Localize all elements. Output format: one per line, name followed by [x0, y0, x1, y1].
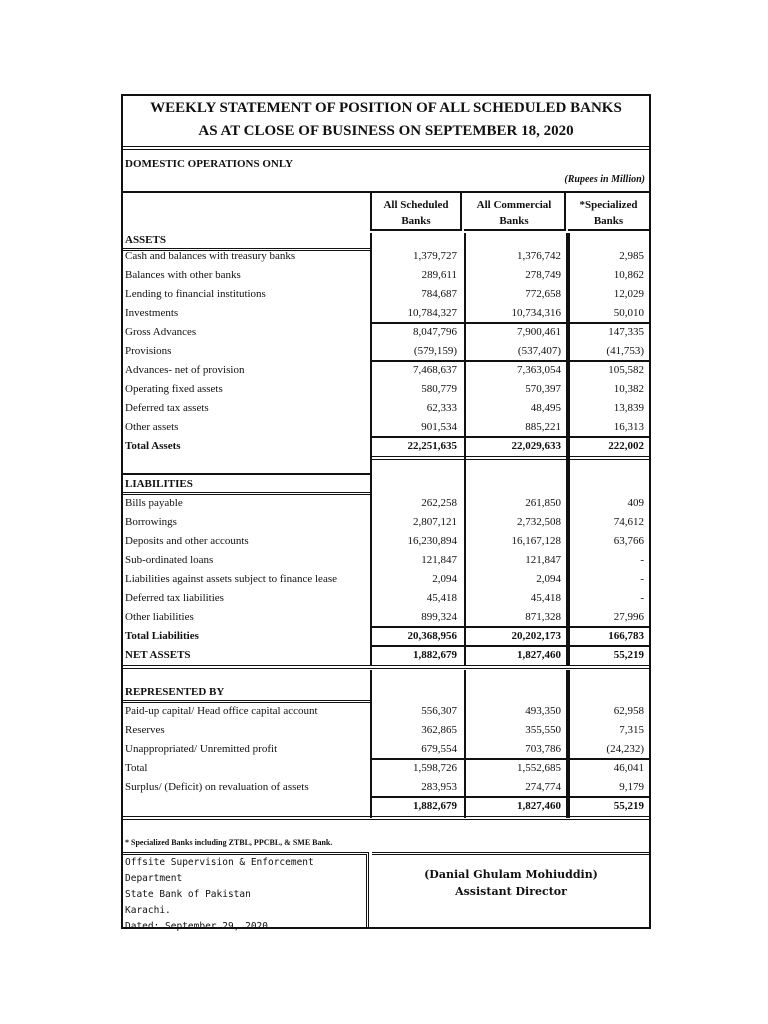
row-value: 147,335 [608, 326, 644, 338]
section-heading: ASSETS [125, 234, 166, 246]
column-header-line: *Specialized [579, 199, 638, 211]
row-value: 7,900,461 [517, 326, 561, 338]
row-value: (24,232) [606, 743, 644, 755]
table-row [123, 570, 649, 589]
section-heading: LIABILITIES [125, 478, 193, 490]
scope-label: DOMESTIC OPERATIONS ONLY [125, 158, 294, 170]
divider [372, 852, 649, 855]
row-value: 2,807,121 [413, 516, 457, 528]
row-value: 2,094 [536, 573, 561, 585]
row-rule [370, 626, 649, 628]
row-value: 50,010 [613, 307, 644, 319]
section-heading: REPRESENTED BY [125, 686, 225, 698]
row-rule [370, 360, 649, 362]
row-value: 121,847 [421, 554, 457, 566]
table-row [123, 778, 649, 797]
table-row [123, 285, 649, 304]
row-value: 10,862 [613, 269, 644, 281]
row-value: 27,996 [613, 611, 644, 623]
row-value: 16,313 [613, 421, 644, 433]
table-row [123, 627, 649, 646]
column-header-line: Banks [401, 215, 431, 227]
row-value: 2,094 [432, 573, 457, 585]
statement-subtitle: AS AT CLOSE OF BUSINESS ON SEPTEMBER 18, 2020 [198, 123, 574, 139]
table-row [123, 361, 649, 380]
column-header-line: All Scheduled [383, 199, 449, 211]
column-header-all-scheduled [370, 193, 462, 231]
table-row [123, 399, 649, 418]
row-value: - [640, 592, 644, 604]
row-label: Provisions [125, 345, 172, 357]
row-value: 20,202,173 [511, 630, 561, 642]
table-row [123, 721, 649, 740]
row-value: 1,552,685 [517, 762, 561, 774]
statement-title: WEEKLY STATEMENT OF POSITION OF ALL SCHEDULED BANKS [150, 100, 622, 116]
table-row [123, 759, 649, 778]
row-value: 556,307 [421, 705, 457, 717]
row-rule [370, 436, 649, 438]
row-rule [370, 796, 649, 798]
row-rule [370, 322, 649, 324]
address-line: State Bank of Pakistan [125, 889, 251, 900]
row-value: 1,882,679 [413, 649, 457, 661]
table-row [123, 437, 649, 456]
row-value: 1,827,460 [517, 800, 561, 812]
row-value: 7,315 [619, 724, 644, 736]
row-label: Unappropriated/ Unremitted profit [125, 743, 278, 755]
row-value: 679,554 [421, 743, 457, 755]
row-value: (579,159) [413, 345, 457, 357]
row-value: 10,784,327 [407, 307, 457, 319]
row-label: Paid-up capital/ Head office capital account [125, 705, 318, 717]
table-row [123, 740, 649, 759]
row-value: 580,779 [421, 383, 457, 395]
row-label: Lending to financial institutions [125, 288, 266, 300]
row-value: - [640, 573, 644, 585]
row-value: 8,047,796 [413, 326, 457, 338]
section-bottom-rule [123, 816, 649, 820]
row-value: 2,985 [619, 250, 644, 262]
row-value: 885,221 [525, 421, 561, 433]
issuer-address [123, 852, 369, 932]
section-bottom-rule [370, 456, 649, 460]
row-value: 703,786 [525, 743, 561, 755]
row-value: 45,418 [426, 592, 457, 604]
row-value: 409 [627, 497, 644, 509]
row-value: 289,611 [421, 269, 457, 281]
row-label: Cash and balances with treasury banks [125, 250, 296, 262]
row-value: 121,847 [525, 554, 561, 566]
signatory-name: (Danial Ghulam Mohiuddin) [424, 868, 598, 881]
row-value: 62,958 [613, 705, 644, 717]
address-date: Dated: September 29, 2020 [125, 921, 268, 932]
divider [123, 146, 649, 150]
row-label: Investments [125, 307, 179, 319]
row-label: Gross Advances [125, 326, 197, 338]
row-label: Other liabilities [125, 611, 194, 623]
table-row [123, 551, 649, 570]
row-value: 1,376,742 [517, 250, 561, 262]
row-value: 166,783 [608, 630, 644, 642]
row-value: 772,658 [525, 288, 561, 300]
table-row [123, 418, 649, 437]
row-value: 362,865 [421, 724, 457, 736]
row-value: 16,167,128 [511, 535, 561, 547]
table-row [123, 608, 649, 627]
row-value: 55,219 [613, 800, 644, 812]
signatory-title: Assistant Director [455, 885, 567, 898]
row-value: 262,258 [421, 497, 457, 509]
row-value: 48,495 [530, 402, 561, 414]
table-row [123, 247, 649, 266]
row-value: 570,397 [525, 383, 561, 395]
row-value: (41,753) [606, 345, 644, 357]
row-label: Deposits and other accounts [125, 535, 249, 547]
row-label: Borrowings [125, 516, 177, 528]
units-label: (Rupees in Million) [564, 174, 645, 185]
row-label [123, 797, 370, 816]
address-line: Karachi. [125, 905, 171, 916]
row-rule [370, 645, 649, 647]
table-row [123, 797, 649, 816]
row-value: 899,324 [421, 611, 457, 623]
row-value: 13,839 [613, 402, 644, 414]
column-header-line: Banks [499, 215, 529, 227]
divider [123, 473, 370, 475]
table-row [123, 494, 649, 513]
table-row [123, 532, 649, 551]
row-value: 1,882,679 [413, 800, 457, 812]
row-value: 22,029,633 [511, 440, 561, 452]
table-row [123, 323, 649, 342]
row-value: 1,598,726 [413, 762, 457, 774]
row-value: 63,766 [613, 535, 644, 547]
row-label: Balances with other banks [125, 269, 241, 281]
table-row [123, 380, 649, 399]
table-row [123, 589, 649, 608]
section-bottom-rule [123, 665, 649, 669]
row-rule [370, 758, 649, 760]
row-value: 283,953 [421, 781, 457, 793]
row-value: 62,333 [426, 402, 457, 414]
row-value: 16,230,894 [407, 535, 457, 547]
row-value: 901,534 [421, 421, 457, 433]
row-value: 9,179 [619, 781, 644, 793]
table-row [123, 304, 649, 323]
table-row [123, 513, 649, 532]
table-row [123, 342, 649, 361]
row-value: 105,582 [608, 364, 644, 376]
row-value: 74,612 [613, 516, 644, 528]
column-header-line: Banks [593, 215, 624, 227]
row-label: Total [125, 762, 148, 774]
footnote: * Specialized Banks including ZTBL, PPCBL, & SME Bank. [125, 838, 333, 847]
row-label: Deferred tax liabilities [125, 592, 224, 604]
row-value: (537,407) [517, 345, 561, 357]
row-value: 22,251,635 [407, 440, 457, 452]
row-label: Surplus/ (Deficit) on revaluation of assets [125, 781, 309, 793]
row-label: Total Assets [125, 440, 181, 452]
table-row [123, 702, 649, 721]
column-header-specialized [568, 193, 649, 231]
row-value: 278,749 [525, 269, 561, 281]
row-value: 12,029 [613, 288, 644, 300]
table-row [123, 646, 649, 665]
row-label: Liabilities against assets subject to finance lease [125, 573, 337, 585]
row-label: Other assets [125, 421, 179, 433]
row-label: Bills payable [125, 497, 183, 509]
row-value: 10,734,316 [511, 307, 561, 319]
row-value: 10,382 [613, 383, 644, 395]
row-value: 871,328 [525, 611, 561, 623]
table-row [123, 266, 649, 285]
row-label: Deferred tax assets [125, 402, 209, 414]
row-value: 7,363,054 [517, 364, 561, 376]
row-value: 55,219 [613, 649, 644, 661]
row-value: - [640, 554, 644, 566]
row-label: Sub-ordinated loans [125, 554, 214, 566]
weekly-statement-document [121, 94, 651, 932]
row-value: 355,550 [525, 724, 561, 736]
column-header-line: All Commercial [476, 199, 552, 211]
row-value: 45,418 [530, 592, 561, 604]
row-value: 2,732,508 [517, 516, 561, 528]
row-value: 222,002 [608, 440, 644, 452]
row-value: 20,368,956 [407, 630, 457, 642]
row-label: NET ASSETS [125, 649, 191, 661]
row-value: 1,827,460 [517, 649, 561, 661]
row-value: 46,041 [613, 762, 644, 774]
address-line: Offsite Supervision & Enforcement Department [125, 857, 314, 884]
row-value: 1,379,727 [413, 250, 457, 262]
row-label: Advances- net of provision [125, 364, 245, 376]
row-value: 7,468,637 [413, 364, 457, 376]
row-label: Total Liabilities [125, 630, 199, 642]
row-label: Operating fixed assets [125, 383, 223, 395]
row-value: 261,850 [525, 497, 561, 509]
signature-block [373, 866, 649, 900]
row-value: 274,774 [525, 781, 561, 793]
row-label: Reserves [125, 724, 165, 736]
column-header-all-commercial [464, 193, 566, 231]
row-value: 493,350 [525, 705, 561, 717]
row-value: 784,687 [421, 288, 457, 300]
